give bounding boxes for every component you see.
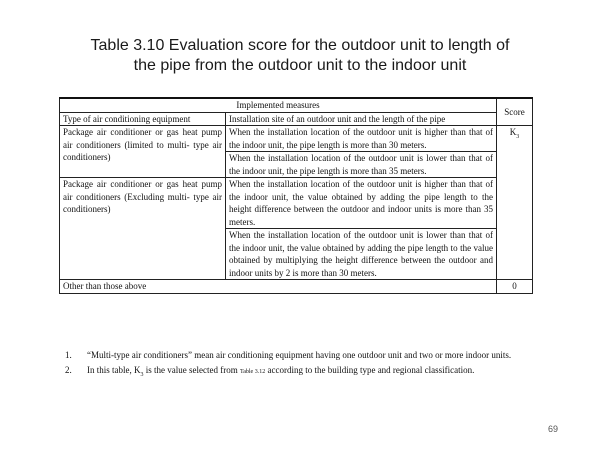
header-score: Score	[497, 98, 533, 126]
table-header-row	[60, 98, 533, 112]
note-2-text	[87, 364, 532, 381]
note-2-mid: is the value selected from	[143, 364, 240, 375]
header-equipment-type: Type of air conditioning equipment	[60, 112, 226, 126]
evaluation-table	[59, 97, 533, 294]
table-notes	[65, 349, 532, 383]
condition-cell: When the installation location of the outdoor unit is higher than that of the indoor unit, the pipe length is more than 30 meters.	[226, 126, 497, 152]
equipment-cell-non-multi: Package air conditioner or gas heat pump air conditioners (Excluding multi- type air conditioners)	[60, 178, 226, 280]
condition-cell: When the installation location of the outdoor unit is lower than that of the indoor unit, the pipe length is more than 35 meters.	[226, 152, 497, 178]
condition-cell: When the installation location of the outdoor unit is lower than that of the indoor unit, the value obtained by adding the pipe length to the value obtained by multiplying the height difference between the outdoor and indoor units by 2 is more than 30 meters.	[226, 229, 497, 280]
header-implemented-measures: Implemented measures	[60, 98, 497, 112]
note-1-number: 1.	[65, 350, 72, 360]
note-2-subscript: 3	[140, 371, 144, 378]
score-k3-cell	[497, 126, 533, 280]
score-k-label: K	[509, 127, 517, 137]
header-installation-site: Installation site of an outdoor unit and the length of the pipe	[226, 112, 497, 126]
other-label-cell: Other than those above	[60, 280, 497, 294]
note-2-number: 2.	[65, 364, 72, 375]
table-row	[60, 178, 533, 229]
slide-title	[0, 36, 600, 76]
note-1-text: “Multi-type air conditioners” mean air conditioning equipment having one outdoor unit and two or more indoor units.	[87, 350, 512, 360]
note-1	[65, 349, 532, 362]
title-line-1: Table 3.10 Evaluation score for the outdoor unit to length of	[90, 37, 510, 54]
note-2-post: according to the building type and regional classification.	[265, 364, 475, 375]
condition-cell: When the installation location of the outdoor unit is higher than that of the indoor unit, the value obtained by adding the pipe length to the height difference between the outdoor and indoor units is more than 35 meters.	[226, 178, 497, 229]
table-reference-link[interactable]: Table 3.12	[239, 368, 266, 375]
other-score-cell: 0	[497, 280, 533, 294]
table-subheader-row	[60, 112, 533, 126]
note-2	[65, 364, 532, 381]
page-number: 69	[548, 424, 559, 434]
table-row	[60, 126, 533, 152]
equipment-cell-multi: Package air conditioner or gas heat pump air conditioners (limited to multi- type air conditioners)	[60, 126, 226, 178]
note-2-pre: In this table, K	[87, 364, 141, 375]
title-line-2: the pipe from the outdoor unit to the indoor unit	[133, 57, 467, 74]
table-row-other	[60, 280, 533, 294]
score-k-subscript: 3	[516, 133, 520, 140]
